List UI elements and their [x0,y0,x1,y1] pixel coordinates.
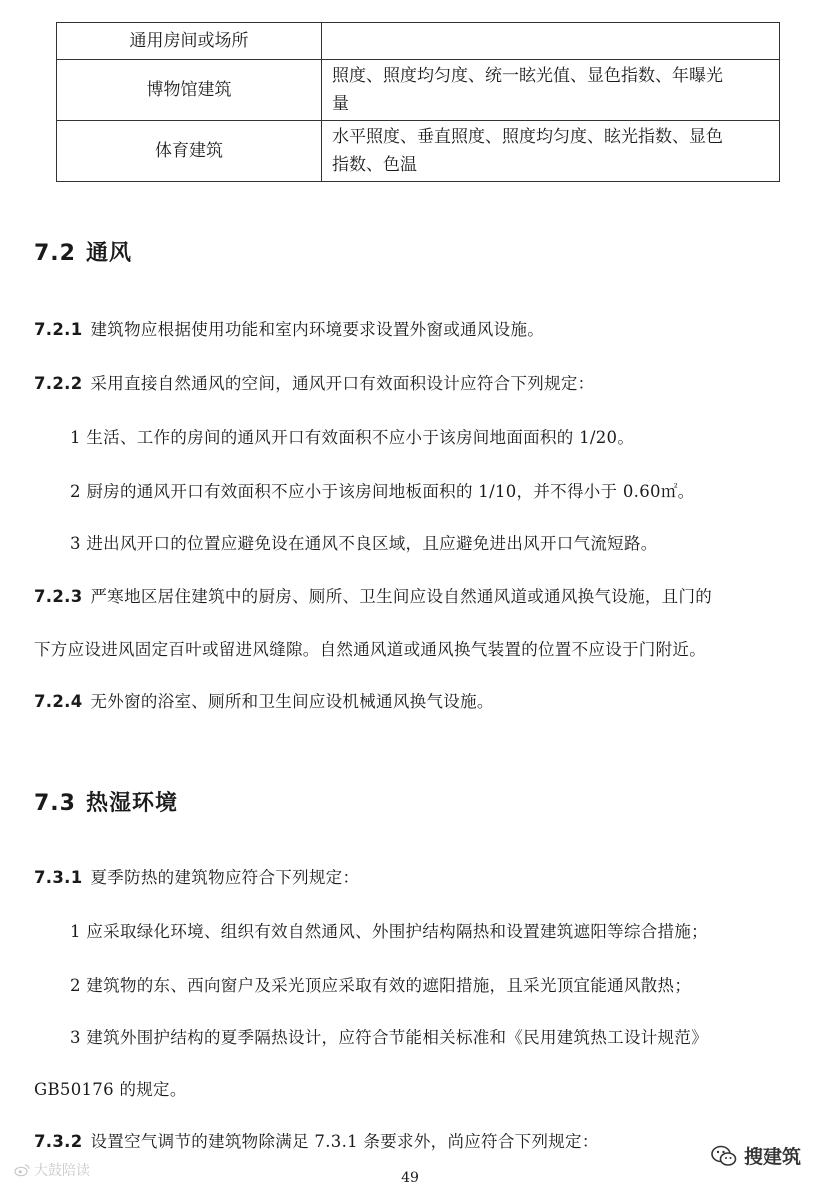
page-number: 49 [401,1170,419,1186]
section-title: 通风 [85,241,132,266]
clause-text: 设置空气调节的建筑物除满足 7.3.1 条要求外，尚应符合下列规定： [90,1132,599,1151]
table-cell-line: 水平照度、垂直照度、照度均匀度、眩光指数、显色 [332,127,723,147]
list-item: 2 建筑物的东、西向窗户及采光顶应采取有效的遮阳措施，且采光顶宜能通风散热； [70,976,692,995]
table-row [57,23,780,60]
lighting-index-table [56,22,780,182]
clause-7-2-4 [34,688,806,712]
clause-text: 夏季防热的建筑物应符合下列规定： [90,868,360,887]
clause-text: 严寒地区居住建筑中的厨房、厕所、卫生间应设自然通风道或通风换气设施，且门的 [90,587,713,606]
clause-text: 无外窗的浴室、厕所和卫生间应设机械通风换气设施。 [90,692,494,711]
section-title: 热湿环境 [85,791,178,816]
table-cell-building-type: 通用房间或场所 [57,23,322,60]
list-item: 1 生活、工作的房间的通风开口有效面积不应小于该房间地面面积的 1/20。 [70,428,635,447]
section-heading-7-2 [34,236,132,267]
clause-text: 建筑物应根据使用功能和室内环境要求设置外窗或通风设施。 [90,320,545,339]
table-cell-indices [322,23,780,60]
section-number: 7.3 [34,791,76,816]
section-heading-7-3 [34,786,178,817]
section-number: 7.2 [34,241,76,266]
clause-7-2-1 [34,316,806,340]
clause-number: 7.2.4 [34,692,83,711]
table-row [57,121,780,182]
table-cell-building-type: 体育建筑 [57,121,322,182]
list-item: 2 厨房的通风开口有效面积不应小于该房间地板面积的 1/10，并不得小于 0.60㎡。 [70,482,695,501]
list-item: 3 进出风开口的位置应避免设在通风不良区域，且应避免进出风开口气流短路。 [70,534,658,553]
watermark-right-text: 搜建筑 [744,1146,802,1168]
clause-number: 7.2.3 [34,587,83,606]
wechat-icon [710,1144,738,1168]
clause-continuation: GB50176 的规定。 [34,1080,187,1099]
table-row [57,60,780,121]
table-cell-indices [322,60,780,121]
clause-7-3-1 [34,864,806,888]
table-cell-indices [322,121,780,182]
table-cell-line: 指数、色温 [332,155,417,175]
watermark-right [710,1142,801,1169]
list-item: 3 建筑外围护结构的夏季隔热设计，应符合节能相关标准和《民用建筑热工设计规范》 [70,1028,708,1047]
table-cell-line: 照度、照度均匀度、统一眩光值、显色指数、年曝光 [332,66,723,86]
clause-continuation: 下方应设进风固定百叶或留进风缝隙。自然通风道或通风换气装置的位置不应设于门附近。 [34,640,706,659]
clause-7-2-3 [34,583,806,607]
clause-7-3-2 [34,1128,806,1152]
clause-number: 7.3.1 [34,868,83,887]
watermark-left-text: 大鼓陪读 [34,1163,90,1179]
table-cell-line: 量 [332,94,349,114]
clause-7-2-2 [34,370,806,394]
clause-number: 7.3.2 [34,1132,83,1151]
clause-text: 采用直接自然通风的空间，通风开口有效面积设计应符合下列规定： [90,374,595,393]
clause-number: 7.2.1 [34,320,83,339]
table-cell-building-type: 博物馆建筑 [57,60,322,121]
clause-number: 7.2.2 [34,374,83,393]
list-item: 1 应采取绿化环境、组织有效自然通风、外围护结构隔热和设置建筑遮阳等综合措施； [70,922,708,941]
